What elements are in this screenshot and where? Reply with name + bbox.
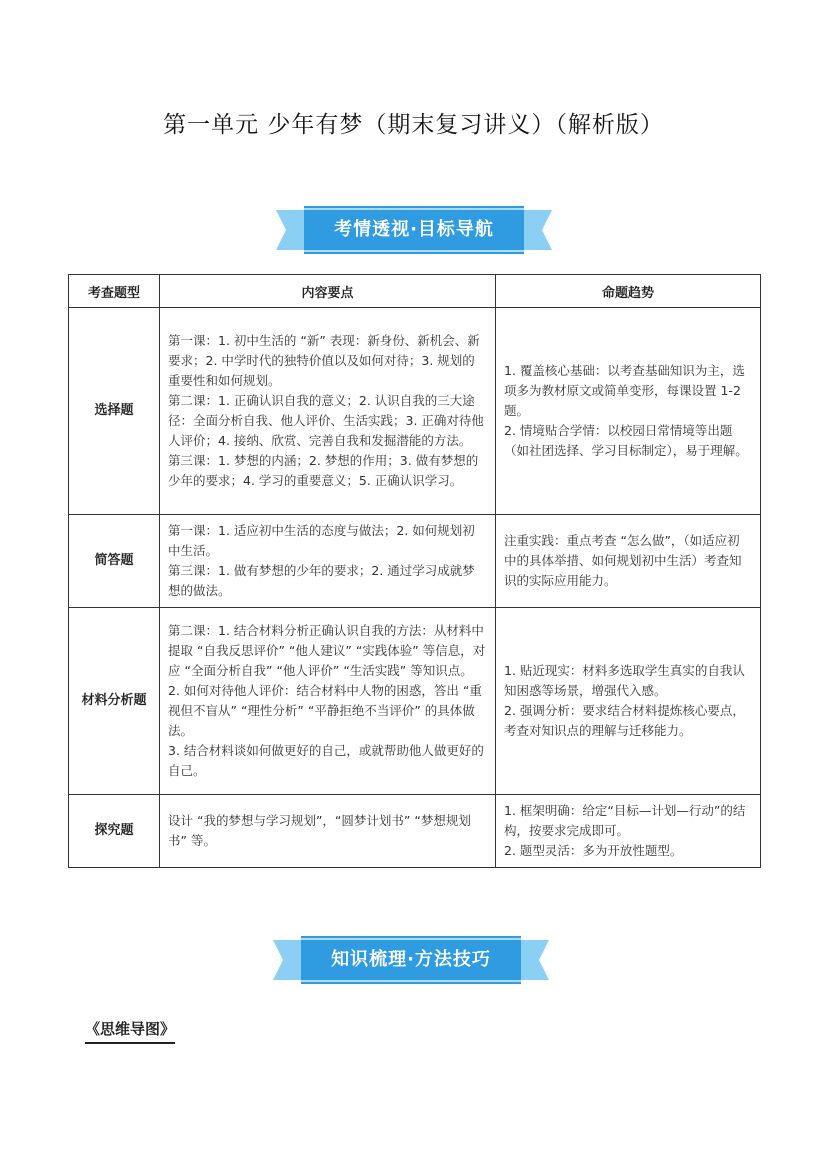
exam-outline-table	[68, 274, 761, 868]
row-trend	[496, 608, 761, 795]
table-row	[69, 308, 761, 515]
mindmap-heading: 《思维导图》	[85, 1018, 175, 1044]
trend-line: 2. 题型灵活：多为开放性题型。	[504, 843, 683, 858]
table-row	[69, 515, 761, 608]
row-content	[160, 795, 496, 868]
trend-line: 2. 情境贴合学情：以校园日常情境等出题（如社团选择、学习目标制定），易于理解。	[504, 423, 748, 458]
row-type: 探究题	[69, 795, 160, 868]
trend-line: 1. 贴近现实：材料多选取学生真实的自我认知困惑等场景，增强代入感。	[504, 663, 745, 698]
row-content	[160, 308, 496, 515]
row-type: 简答题	[69, 515, 160, 608]
content-line: 2. 如何对待他人评价：结合材料中人物的困惑，答出 “重视但不盲从” “理性分析” “平静拒绝不当评价” 的具体做法。	[168, 683, 482, 738]
row-trend	[496, 515, 761, 608]
trend-line: 1. 框架明确：给定“目标—计划—行动”的结构，按要求完成即可。	[504, 803, 746, 838]
content-line: 3. 结合材料谈如何做更好的自己，或就帮助他人做更好的自己。	[168, 743, 484, 778]
content-line: 第一课：1. 初中生活的 “新” 表现：新身份、新机会、新要求；2. 中学时代的独特价值以及如何对待；3. 规划的重要性和如何规划。	[168, 333, 480, 388]
knowledge-review-banner-text: 知识梳理·方法技巧	[331, 949, 491, 970]
table-row	[69, 608, 761, 795]
header-question-type: 考查题型	[69, 275, 160, 308]
content-line: 第三课：1. 做有梦想的少年的要求；2. 通过学习成就梦想的做法。	[168, 563, 475, 598]
row-type: 材料分析题	[69, 608, 160, 795]
trend-line: 注重实践：重点考查 “怎么做”，（如适应初中的具体举措、如何规划初中生活）考查知识的实际应用能力。	[504, 533, 742, 588]
table-row	[69, 795, 761, 868]
row-trend	[496, 308, 761, 515]
content-line: 第二课：1. 正确认识自我的意义；2. 认识自我的三大途径：全面分析自我、他人评价、生活实践；3. 正确对待他人评价；4. 接纳、欣赏、完善自我和发掘潜能的方法。	[168, 393, 484, 448]
row-trend	[496, 795, 761, 868]
header-content-points: 内容要点	[160, 275, 496, 308]
knowledge-review-banner	[273, 936, 549, 984]
header-trend: 命题趋势	[496, 275, 761, 308]
row-type: 选择题	[69, 308, 160, 515]
exam-insight-banner	[276, 206, 552, 254]
row-content	[160, 515, 496, 608]
exam-insight-banner-text: 考情透视·目标导航	[334, 219, 494, 240]
row-content	[160, 608, 496, 795]
content-line: 第三课：1. 梦想的内涵；2. 梦想的作用；3. 做有梦想的少年的要求；4. 学习的重要意义；5. 正确认识学习。	[168, 453, 479, 488]
page-title: 第一单元 少年有梦（期末复习讲义）（解析版）	[163, 112, 664, 138]
content-line: 第一课：1. 适应初中生活的态度与做法；2. 如何规划初中生活。	[168, 523, 475, 558]
content-line: 设计 “我的梦想与学习规划”，“圆梦计划书” “梦想规划书” 等。	[168, 813, 471, 848]
content-line: 第二课：1. 结合材料分析正确认识自我的方法：从材料中提取 “自我反思评价” “他人建议” “实践体验” 等信息，对应 “全面分析自我” “他人评价” “生活实践” 等知识点。	[168, 623, 486, 678]
table-header-row	[69, 275, 761, 308]
trend-line: 1. 覆盖核心基础：以考查基础知识为主，选项多为教材原文或简单变形，每课设置 1-2 题。	[504, 363, 745, 418]
trend-line: 2. 强调分析：要求结合材料提炼核心要点，考查对知识点的理解与迁移能力。	[504, 703, 745, 738]
